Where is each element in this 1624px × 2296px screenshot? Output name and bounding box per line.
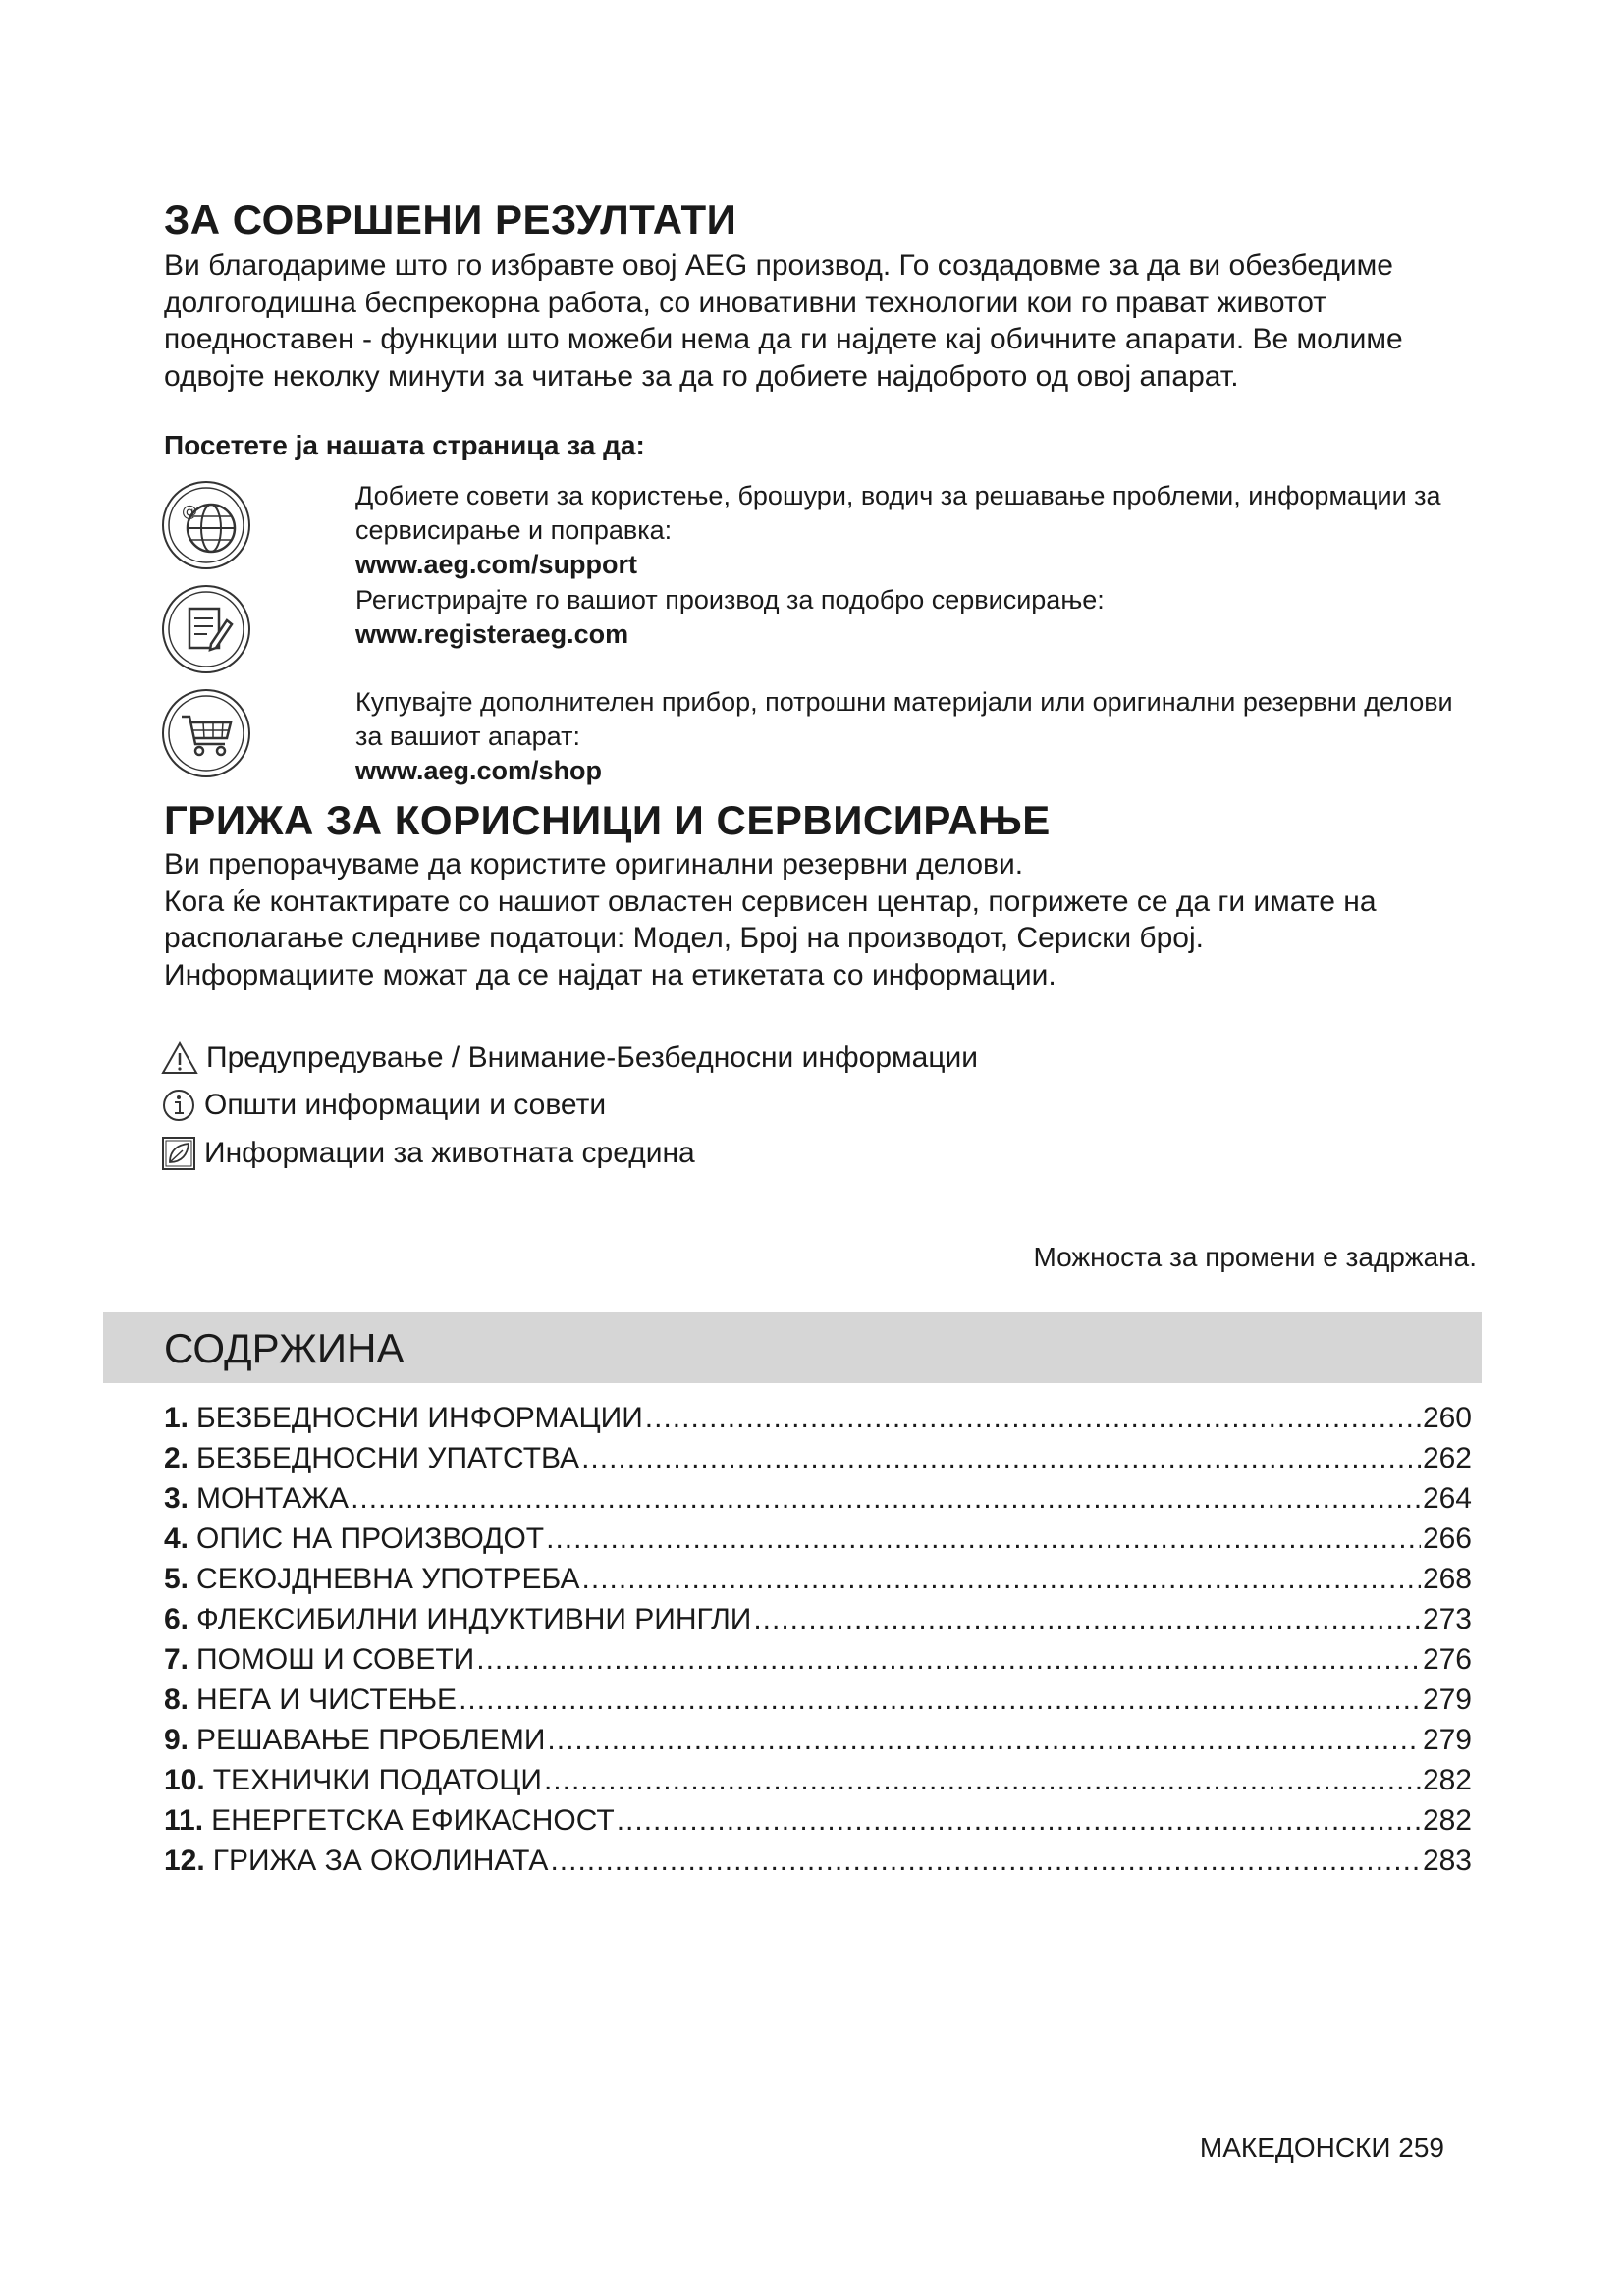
resource-shop-text: Купувајте дополнителен прибор, потрошни материјали или оригинални резервни делови за вашиот апарат:	[355, 687, 1453, 751]
page-footer: МАКЕДОНСКИ 259	[1199, 2132, 1444, 2163]
toc-item[interactable]	[164, 1800, 1472, 1841]
toc-item-label: РЕШАВАЊЕ ПРОБЛЕМИ	[196, 1724, 546, 1756]
toc-item-label: НЕГА И ЧИСТЕЊЕ	[196, 1683, 458, 1716]
resource-support-text: Добиете совети за користење, брошури, водич за решавање проблеми, информации за сервисирање и поправка:	[355, 481, 1441, 545]
toc-leader	[582, 1559, 1421, 1599]
toc-leader	[550, 1841, 1421, 1881]
toc-item-label: ГРИЖА ЗА ОКОЛИНАТА	[212, 1844, 549, 1877]
toc-title: СОДРЖИНА	[164, 1325, 405, 1371]
toc-item[interactable]	[164, 1639, 1472, 1680]
toc-item-label: ТЕХНИЧКИ ПОДАТОЦИ	[212, 1764, 542, 1796]
care-line-2: Кога ќе контактирате со нашиот овластен сервисен центар, погрижете се да ги имате на располагање следниве податоци: Модел, Број на производот, Сериски број.	[164, 884, 1377, 954]
toc-item[interactable]	[164, 1519, 1472, 1559]
toc-item-number: 8.	[164, 1683, 189, 1716]
resource-register	[355, 583, 1485, 652]
resource-support	[355, 479, 1485, 582]
toc-item-number: 3.	[164, 1482, 189, 1515]
toc-item[interactable]	[164, 1720, 1472, 1760]
intro-paragraph: Ви благодариме што го избравте овој AEG производ. Го создадовме за да ви обезбедиме долгогодишна беспрекорна работа, со иновативни технологии кои го прават животот поедноставен - функции што можеби нема да ги најдете кај обичните апарати. Ве молиме одвојте неколку минути за читање за да го добиете најдоброто од овој апарат.	[164, 249, 1403, 393]
toc-item-number: 6.	[164, 1603, 189, 1635]
toc-leader	[617, 1800, 1421, 1841]
toc-leader	[546, 1519, 1421, 1559]
warning-icon	[161, 1041, 198, 1076]
toc-item[interactable]	[164, 1438, 1472, 1478]
visit-heading: Посетете ја нашата страница за да:	[164, 430, 645, 460]
cart-icon	[160, 687, 252, 779]
toc-item-label: МОНТАЖА	[196, 1482, 350, 1515]
toc-item-page: 283	[1422, 1844, 1472, 1877]
toc-item-label: ЕНЕРГЕТСКА ЕФИКАСНОСТ	[211, 1804, 615, 1837]
toc-item-page: 282	[1422, 1764, 1472, 1796]
toc-item[interactable]	[164, 1760, 1472, 1800]
toc-item-page: 268	[1422, 1563, 1472, 1595]
toc-item-number: 2.	[164, 1442, 189, 1474]
toc-leader	[645, 1398, 1421, 1438]
toc-item-page: 279	[1422, 1724, 1472, 1756]
toc-leader	[581, 1438, 1421, 1478]
toc-item[interactable]	[164, 1398, 1472, 1438]
legend-info-text: Општи информации и совети	[204, 1089, 607, 1121]
toc-leader	[753, 1599, 1421, 1639]
toc-item[interactable]	[164, 1478, 1472, 1519]
toc-item-page: 266	[1422, 1522, 1472, 1555]
legend-environment-text: Информации за животната средина	[204, 1137, 695, 1169]
toc-item-page: 273	[1422, 1603, 1472, 1635]
toc-item-page: 276	[1422, 1643, 1472, 1676]
toc-item[interactable]	[164, 1559, 1472, 1599]
care-line-1: Ви препорачуваме да користите оригинални резервни делови.	[164, 848, 1024, 881]
toc-item[interactable]	[164, 1599, 1472, 1639]
toc-item-page: 264	[1422, 1482, 1472, 1515]
legend-warning-text: Предупредување / Внимание-Безбедносни информации	[206, 1041, 979, 1074]
toc-item-number: 11.	[164, 1804, 204, 1837]
toc-item-label: ФЛЕКСИБИЛНИ ИНДУКТИВНИ РИНГЛИ	[196, 1603, 752, 1635]
toc-leader	[547, 1720, 1421, 1760]
toc-leader	[476, 1639, 1421, 1680]
toc-item-label: СЕКОЈДНЕВНА УПОТРЕБА	[196, 1563, 580, 1595]
care-line-3: Информациите можат да се најдат на етикетата со информации.	[164, 958, 1056, 991]
section-title-care: ГРИЖА ЗА КОРИСНИЦИ И СЕРВИСИРАЊЕ	[164, 797, 1051, 843]
toc-item-page: 279	[1422, 1683, 1472, 1716]
toc-item-page: 260	[1422, 1402, 1472, 1434]
toc-item-number: 4.	[164, 1522, 189, 1555]
toc-item-label: ПОМОШ И СОВЕТИ	[196, 1643, 475, 1676]
resource-shop	[355, 685, 1485, 788]
toc-item-number: 12.	[164, 1844, 205, 1877]
svg-text:@: @	[182, 502, 197, 520]
resource-register-text: Регистрирајте го вашиот производ за подобро сервисирање:	[355, 585, 1105, 614]
changes-reserved-note: Можноста за промени е задржана.	[1033, 1242, 1477, 1272]
legend-environment	[161, 1136, 695, 1171]
shop-link[interactable]: www.aeg.com/shop	[355, 756, 603, 785]
toc-item-number: 9.	[164, 1724, 189, 1756]
toc-item-label: ОПИС НА ПРОИЗВОДОТ	[196, 1522, 545, 1555]
globe-icon	[160, 479, 252, 571]
toc-list	[164, 1398, 1472, 1881]
toc-leader	[544, 1760, 1421, 1800]
legend-info	[161, 1088, 606, 1123]
info-icon	[161, 1088, 196, 1123]
environment-icon	[161, 1136, 196, 1171]
toc-leader	[459, 1680, 1421, 1720]
toc-item-label: БЕЗБЕДНОСНИ ИНФОРМАЦИИ	[196, 1402, 643, 1434]
toc-item-number: 5.	[164, 1563, 189, 1595]
legend-warning	[161, 1041, 978, 1076]
toc-item[interactable]	[164, 1680, 1472, 1720]
care-paragraph	[164, 846, 1470, 993]
toc-item-number: 7.	[164, 1643, 189, 1676]
toc-item-page: 282	[1422, 1804, 1472, 1837]
support-link[interactable]: www.aeg.com/support	[355, 550, 638, 579]
toc-leader	[351, 1478, 1421, 1519]
toc-item-label: БЕЗБЕДНОСНИ УПАТСТВА	[196, 1442, 580, 1474]
register-link[interactable]: www.registeraeg.com	[355, 619, 629, 649]
section-title-results: ЗА СОВРШЕНИ РЕЗУЛТАТИ	[164, 196, 737, 242]
toc-item-number: 1.	[164, 1402, 189, 1434]
toc-item-page: 262	[1422, 1442, 1472, 1474]
toc-item[interactable]	[164, 1841, 1472, 1881]
register-icon	[160, 583, 252, 675]
toc-item-number: 10.	[164, 1764, 205, 1796]
